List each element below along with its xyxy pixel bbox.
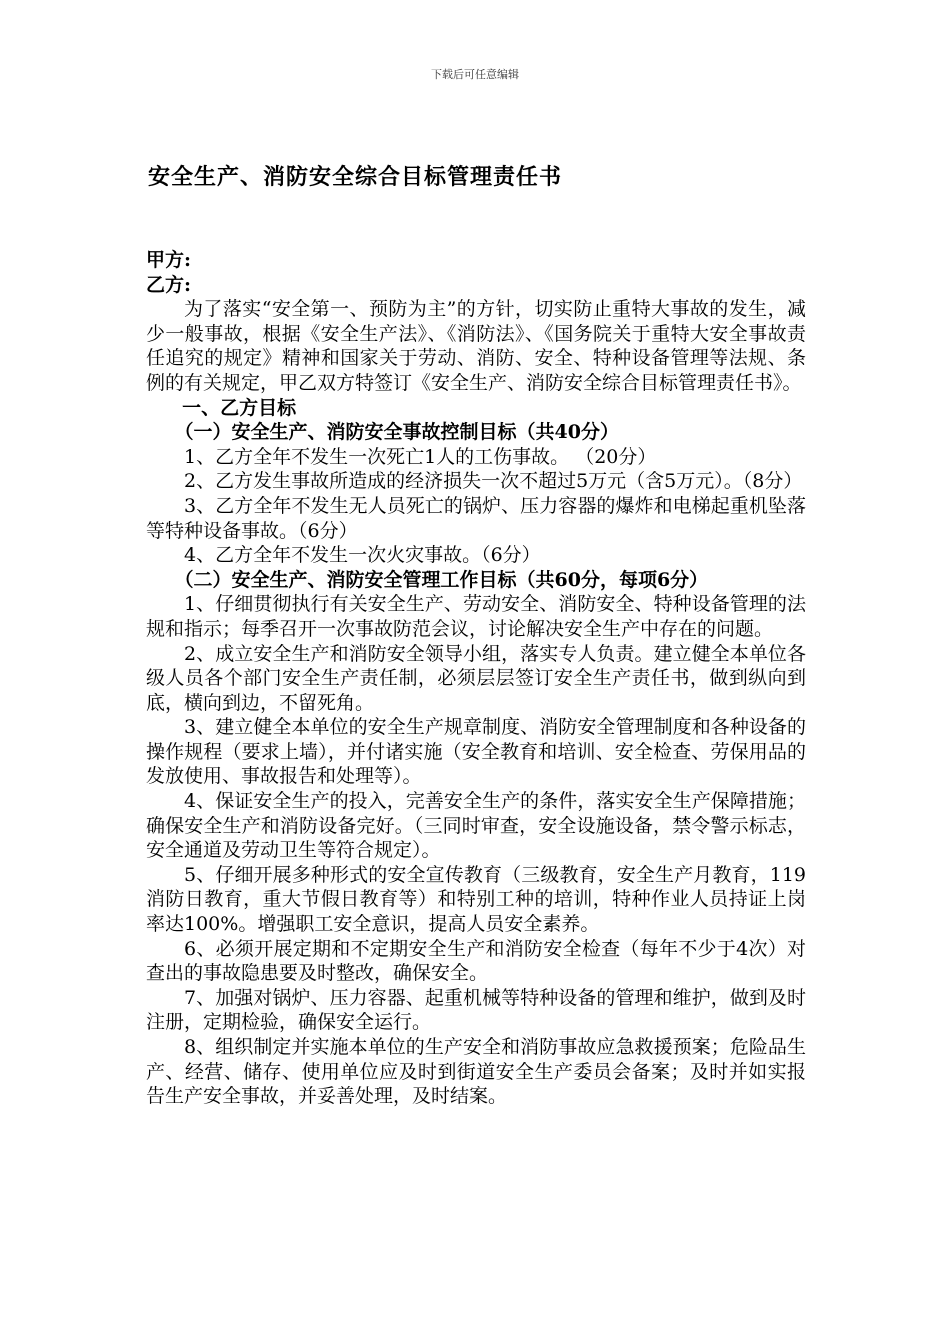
page-header-note: 下载后可任意编辑: [431, 68, 519, 81]
management-goal-item-5: 5、仔细开展多种形式的安全宣传教育（三级教育，安全生产月教育，119消防日教育，重大节假日教育等）和特别工种的培训，特种作业人员持证上岗率达100%。增强职工安全意识，提高人员安全素养。: [146, 863, 806, 936]
accident-goal-item-2: 2、乙方发生事故所造成的经济损失一次不超过5万元（含5万元）。（8分）: [184, 470, 803, 493]
accident-goal-item-4: 4、乙方全年不发生一次火灾事故。（6分）: [184, 544, 541, 567]
management-goal-item-8: 8、组织制定并实施本单位的生产安全和消防事故应急救援预案；危险品生产、经营、储存、使用单位应及时到街道安全生产委员会备案；及时并如实报告生产安全事故，并妥善处理，及时结案。: [146, 1036, 806, 1108]
subsection-heading-management-work: （二）安全生产、消防安全管理工作目标（共60分，每项6分）: [174, 568, 709, 591]
management-goal-item-3: 3、建立健全本单位的安全生产规章制度、消防安全管理制度和各种设备的操作规程（要求上墙），并付诸实施（安全教育和培训、安全检查、劳保用品的发放使用、事故报告和处理等）。: [146, 716, 806, 788]
management-goal-item-7: 7、加强对锅炉、压力容器、起重机械等特种设备的管理和维护，做到及时注册，定期检验，确保安全运行。: [146, 986, 806, 1034]
accident-goal-item-3: 3、乙方全年不发生无人员死亡的锅炉、压力容器的爆炸和电梯起重机坠落等特种设备事故。（6分）: [146, 494, 806, 542]
management-goal-item-2: 2、成立安全生产和消防安全领导小组，落实专人负责。建立健全本单位各级人员各个部门安全生产责任制，必须层层签订安全生产责任书，做到纵向到底，横向到边，不留死角。: [146, 642, 806, 714]
document-title: 安全生产、消防安全综合目标管理责任书: [148, 164, 563, 190]
intro-paragraph: 为了落实“安全第一、预防为主”的方针，切实防止重特大事故的发生，减少一般事故，根据《安全生产法》、《消防法》、《国务院关于重特大安全事故责任追究的规定》精神和国家关于劳动、消防、安全、特种设备管理等法规、条例的有关规定，甲乙双方特签订《安全生产、消防安全综合目标管理责任书》。: [146, 298, 806, 394]
party-a-label: 甲方:: [146, 249, 192, 271]
subsection-heading-accident-control: （一）安全生产、消防安全事故控制目标（共40分）: [174, 421, 619, 444]
management-goal-item-1: 1、仔细贯彻执行有关安全生产、劳动安全、消防安全、特种设备管理的法规和指示；每季召开一次事故防范会议，讨论解决安全生产中存在的问题。: [146, 593, 806, 640]
management-goal-item-6: 6、必须开展定期和不定期安全生产和消防安全检查（每年不少于4次）对查出的事故隐患要及时整改，确保安全。: [146, 937, 806, 985]
section-heading-party-b-goals: 一、乙方目标: [182, 396, 297, 419]
party-b-label: 乙方:: [146, 273, 192, 296]
management-goal-item-4: 4、保证安全生产的投入，完善安全生产的条件，落实安全生产保障措施；确保安全生产和消防设备完好。（三同时审查，安全设施设备，禁令警示标志，安全通道及劳动卫生等符合规定）。: [146, 790, 806, 862]
accident-goal-item-1: 1、乙方全年不发生一次死亡1人的工伤事故。 （20分）: [184, 445, 657, 468]
document-body: [146, 248, 806, 1109]
